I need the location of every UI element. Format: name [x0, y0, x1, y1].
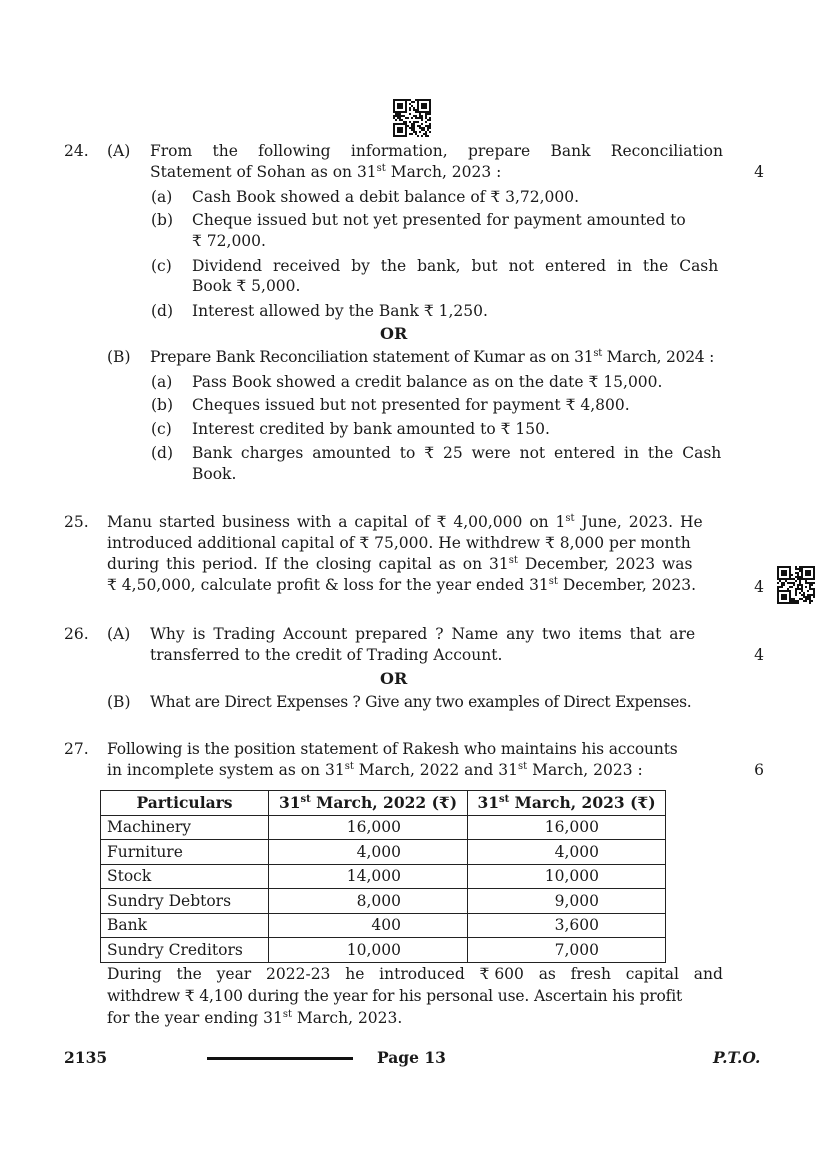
table-header-row [101, 791, 666, 816]
or-separator: OR [380, 669, 408, 688]
word: 2022-23 [266, 965, 331, 983]
column-header: 31st March, 2022 (₹) [269, 791, 468, 816]
table-cell: 10,000 [468, 864, 666, 889]
option-label: (B) [107, 693, 131, 711]
item-text: Interest credited by bank amounted to ₹ 150. [192, 420, 550, 438]
word: the [176, 965, 202, 983]
item-text: Bank charges amounted to ₹ 25 were not entered in the Cash [192, 444, 722, 462]
marks: 4 [754, 646, 764, 664]
word: year [216, 965, 252, 983]
table-cell: 14,000 [269, 864, 468, 889]
question-number: 26. [64, 625, 89, 643]
table-cell: 4,000 [468, 840, 666, 865]
qr-code-top-icon [393, 99, 431, 137]
question-number: 25. [64, 513, 89, 531]
option-label: (A) [107, 625, 131, 643]
word: During [107, 965, 162, 983]
table-cell: 4,000 [269, 840, 468, 865]
question-text: in incomplete system as on 31st March, 2022 and 31st March, 2023 : [107, 761, 643, 779]
item-text: Dividend received by the bank, but not entered in the Cash [192, 257, 719, 275]
word: and [693, 965, 723, 983]
item-text: Interest allowed by the Bank ₹ 1,250. [192, 302, 488, 320]
pto-label: P.T.O. [713, 1048, 761, 1067]
table-cell: Sundry Debtors [101, 889, 269, 914]
word: he [345, 965, 365, 983]
question-text [150, 141, 723, 162]
question-number: 24. [64, 142, 89, 160]
table-row [101, 815, 666, 840]
table-cell: Machinery [101, 815, 269, 840]
word: following [258, 142, 331, 160]
item-text: Cheque issued but not yet presented for payment amounted to [192, 211, 686, 229]
question-text: Prepare Bank Reconciliation statement of Kumar as on 31st March, 2024 : [150, 348, 715, 366]
table-cell: Sundry Creditors [101, 938, 269, 963]
word: ₹ 600 [479, 965, 524, 983]
question-text: withdrew ₹ 4,100 during the year for his personal use. Ascertain his profit [107, 987, 683, 1005]
option-label: (A) [107, 142, 131, 160]
table-row [101, 840, 666, 865]
question-text: Manu started business with a capital of ₹ 4,00,000 on 1st June, 2023. He [107, 513, 703, 531]
table-row [101, 913, 666, 938]
or-separator: OR [380, 324, 408, 343]
table-cell: 9,000 [468, 889, 666, 914]
footer-divider [207, 1057, 353, 1060]
table-cell: 3,600 [468, 913, 666, 938]
table-cell: Stock [101, 864, 269, 889]
question-text: for the year ending 31st March, 2023. [107, 1009, 403, 1027]
marks: 6 [754, 761, 764, 779]
position-statement-table [100, 790, 666, 963]
word: Reconciliation [610, 142, 723, 160]
word: information, [350, 142, 448, 160]
item-text: Book ₹ 5,000. [192, 277, 301, 295]
column-header: Particulars [101, 791, 269, 816]
marks: 4 [754, 163, 764, 181]
question-text: ₹ 4,50,000, calculate profit & loss for the year ended 31st December, 2023. [107, 576, 697, 594]
table-cell: 16,000 [269, 815, 468, 840]
word: Bank [550, 142, 591, 160]
item-text: Pass Book showed a credit balance as on the date ₹ 15,000. [192, 373, 663, 391]
word: prepare [467, 142, 531, 160]
table-cell: Furniture [101, 840, 269, 865]
question-text: during this period. If the closing capital as on 31st December, 2023 was [107, 555, 693, 573]
table-row [101, 864, 666, 889]
question-text: What are Direct Expenses ? Give any two examples of Direct Expenses. [150, 693, 692, 711]
word: introduced [379, 965, 465, 983]
item-text: Cash Book showed a debit balance of ₹ 3,72,000. [192, 188, 580, 206]
item-label: (d) [151, 444, 174, 462]
table-cell: Bank [101, 913, 269, 938]
table-cell: 10,000 [269, 938, 468, 963]
table-cell: 8,000 [269, 889, 468, 914]
table-cell: 400 [269, 913, 468, 938]
table-cell: 16,000 [468, 815, 666, 840]
paper-code: 2135 [64, 1048, 108, 1067]
table-cell: 7,000 [468, 938, 666, 963]
qr-code-side-icon [777, 566, 815, 604]
item-label: (a) [151, 188, 173, 206]
item-text: Cheques issued but not presented for payment ₹ 4,800. [192, 396, 630, 414]
marks: 4 [754, 578, 764, 596]
item-label: (b) [151, 396, 174, 414]
question-text [107, 964, 723, 985]
page-number: Page 13 [377, 1048, 446, 1067]
option-label: (B) [107, 348, 131, 366]
word: From [150, 142, 193, 160]
word: the [212, 142, 238, 160]
table-row [101, 889, 666, 914]
item-label: (c) [151, 257, 172, 275]
question-text: introduced additional capital of ₹ 75,000. He withdrew ₹ 8,000 per month [107, 534, 691, 552]
question-number: 27. [64, 740, 89, 758]
word: capital [625, 965, 679, 983]
item-label: (c) [151, 420, 172, 438]
item-text: ₹ 72,000. [192, 232, 266, 250]
table-row [101, 938, 666, 963]
word: fresh [570, 965, 611, 983]
word: as [538, 965, 556, 983]
column-header: 31st March, 2023 (₹) [468, 791, 666, 816]
question-text: Statement of Sohan as on 31st March, 2023 : [150, 163, 502, 181]
item-label: (d) [151, 302, 174, 320]
question-text: transferred to the credit of Trading Account. [150, 646, 503, 664]
question-text: Why is Trading Account prepared ? Name any two items that are [150, 625, 696, 643]
question-text: Following is the position statement of Rakesh who maintains his accounts [107, 740, 678, 758]
item-label: (b) [151, 211, 174, 229]
item-text: Book. [192, 465, 237, 483]
item-label: (a) [151, 373, 173, 391]
